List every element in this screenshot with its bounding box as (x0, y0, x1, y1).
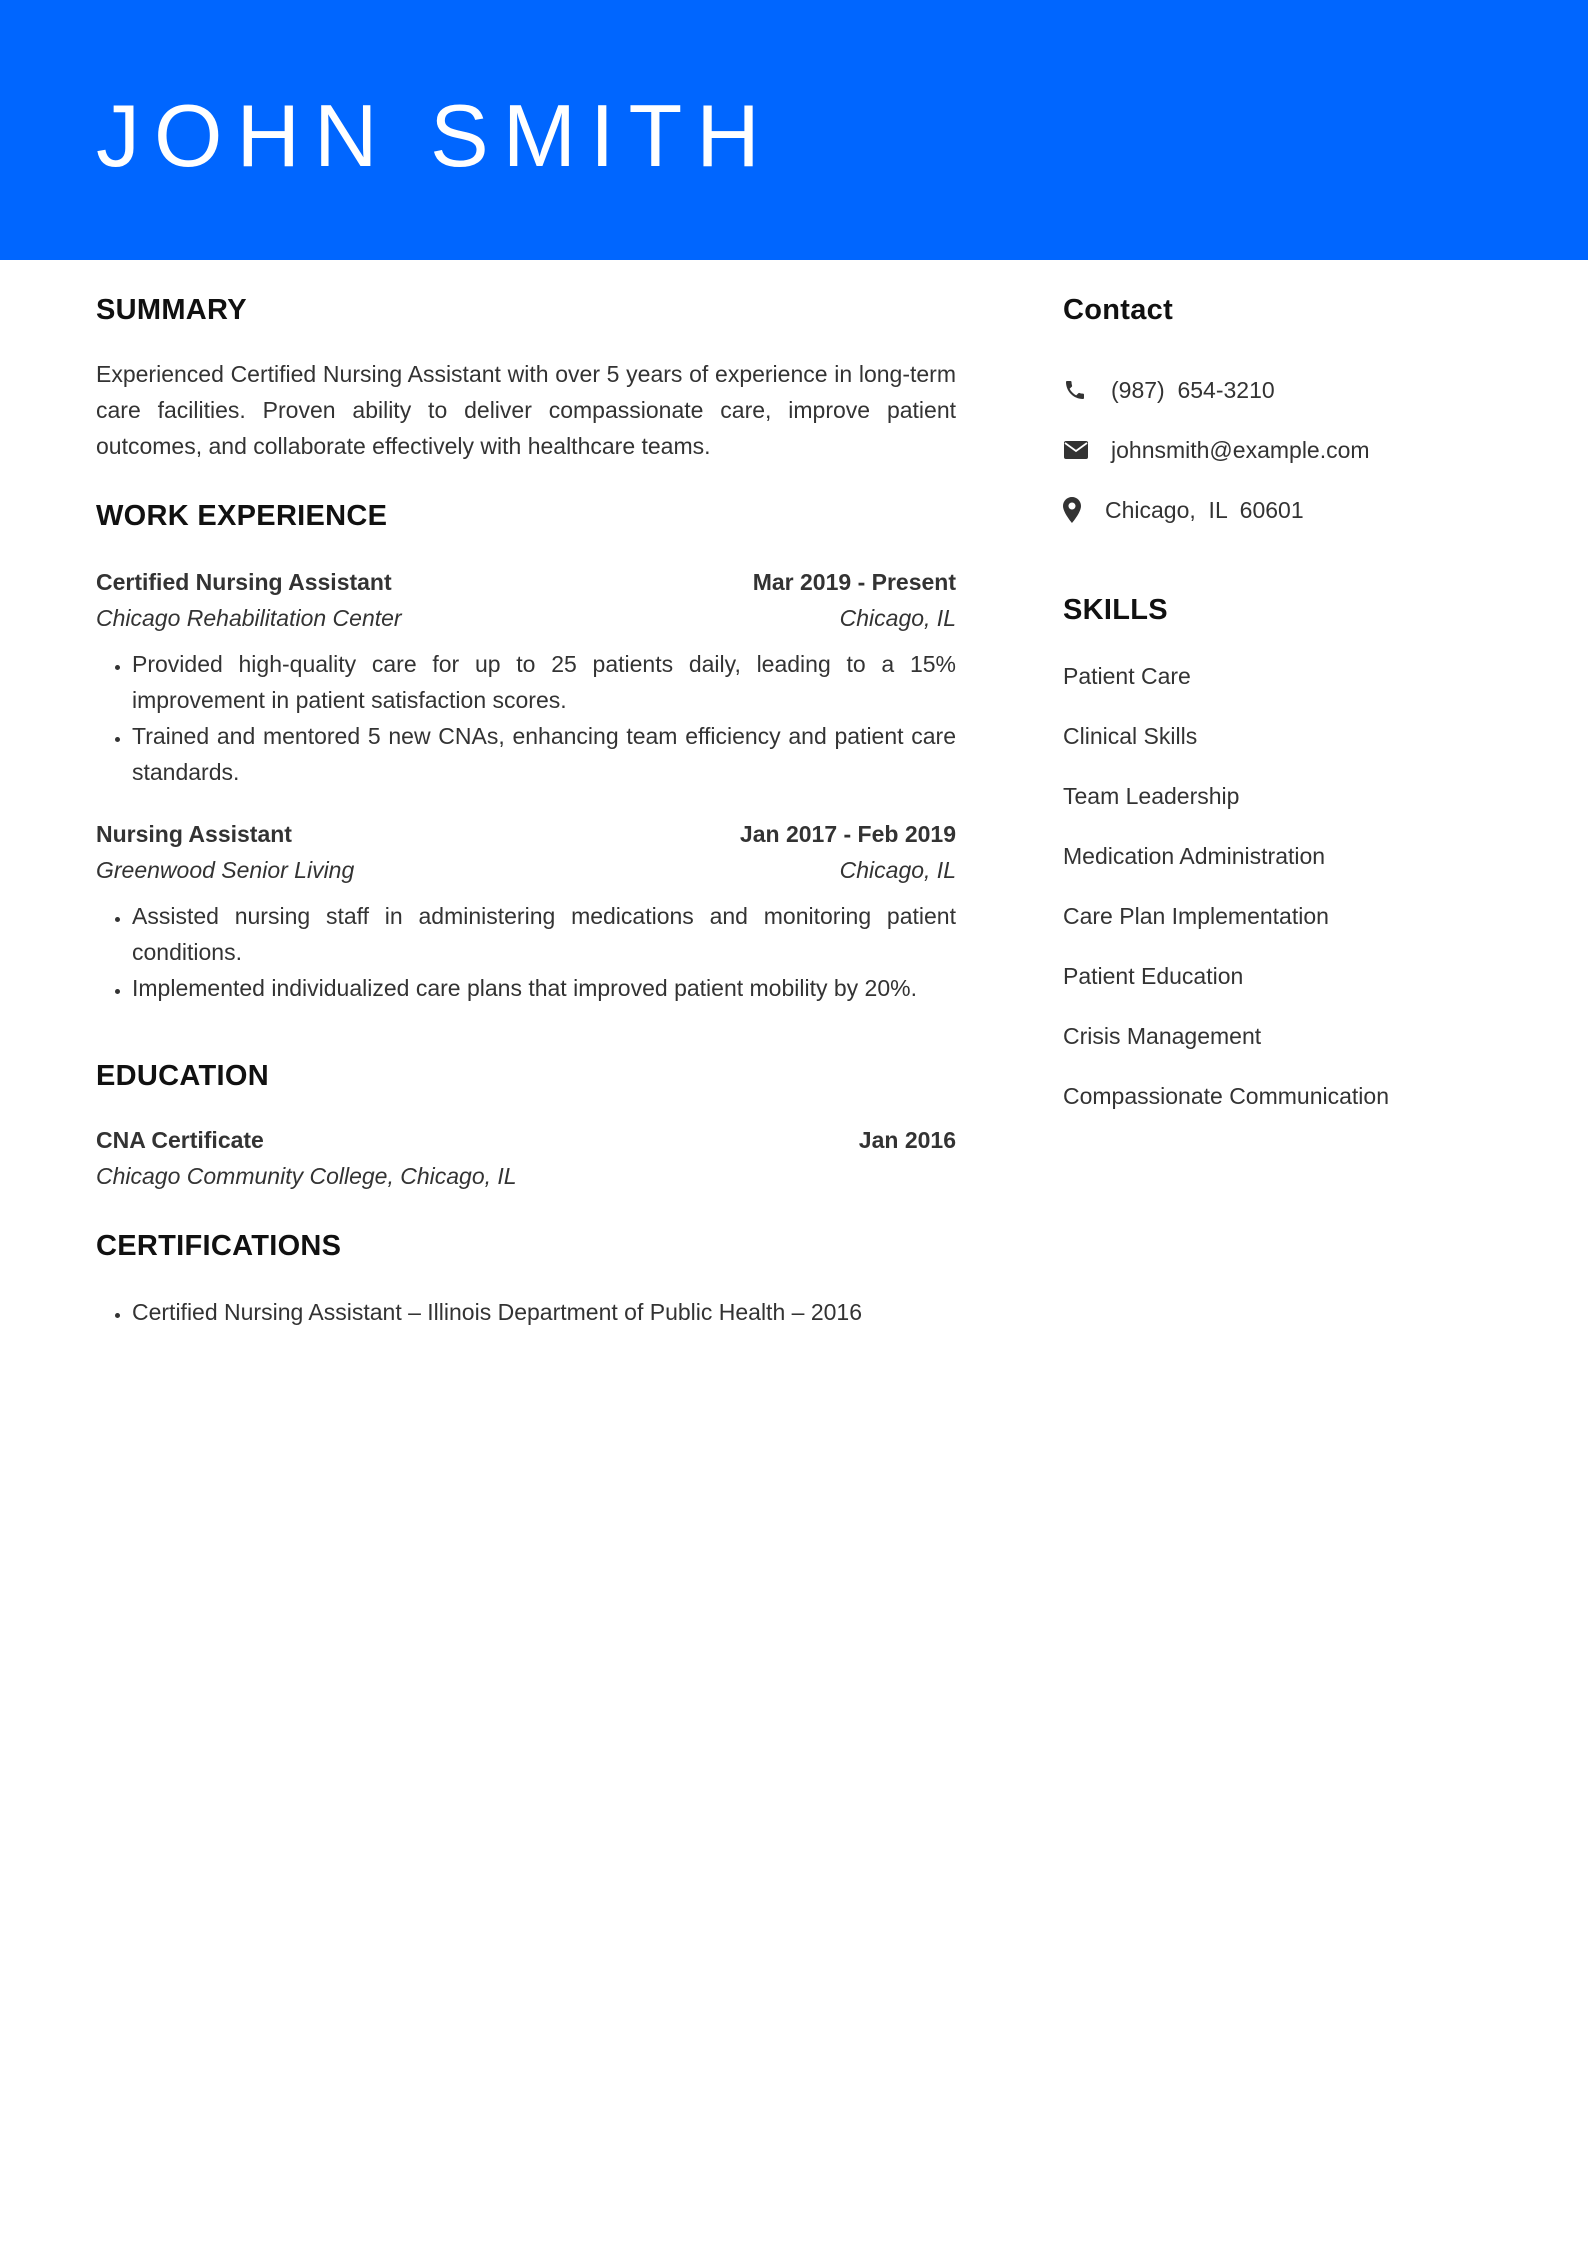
degree-name: CNA Certificate (96, 1127, 264, 1153)
skill-item: Compassionate Communication (1063, 1083, 1389, 1109)
job-dates: Jan 2017 - Feb 2019 (739, 821, 956, 847)
skill-item: Clinical Skills (1063, 723, 1198, 749)
phone-number[interactable]: (987) 654-3210 (1111, 377, 1275, 403)
degree-date: Jan 2016 (858, 1127, 956, 1153)
job-entry (96, 564, 956, 790)
certifications-heading: CERTIFICATIONS (96, 1230, 342, 1262)
job-bullet: • Trained and mentored 5 new CNAs, enhancing team efficiency and patient care standards. (132, 718, 956, 790)
job-title: Nursing Assistant (96, 821, 292, 847)
certification-list (96, 1294, 956, 1330)
contact-heading: Contact (1063, 294, 1174, 326)
skill-item: Team Leadership (1063, 783, 1240, 809)
job-title-row (96, 564, 956, 600)
job-bullets (96, 646, 956, 790)
certification-item: • Certified Nursing Assistant – Illinois Department of Public Health – 2016 (132, 1294, 956, 1330)
summary-heading: SUMMARY (96, 294, 247, 326)
job-employer-row (96, 600, 956, 636)
job-location: Chicago, IL (839, 857, 956, 883)
summary-text: Experienced Certified Nursing Assistant with over 5 years of experience in long-term care facilities. Proven ability to deliver compassionate care, improve patient outcomes, and collaborate effectively with healthcare teams. (96, 361, 956, 459)
job-bullet: • Assisted nursing staff in administering medications and monitoring patient conditions. (132, 898, 956, 970)
email-address[interactable]: johnsmith@example.com (1111, 437, 1370, 463)
job-bullet: • Implemented individualized care plans that improved patient mobility by 20%. (132, 970, 956, 1006)
job-employer-row (96, 852, 956, 888)
job-employer: Chicago Rehabilitation Center (96, 605, 402, 631)
job-title: Certified Nursing Assistant (96, 569, 392, 595)
education-section (96, 1058, 956, 1194)
skills-heading: SKILLS (1063, 594, 1168, 626)
work-experience-section (96, 498, 956, 1006)
skill-item: Patient Care (1063, 663, 1191, 689)
job-bullet: • Provided high-quality care for up to 25 patients daily, leading to a 15% improvement in patient satisfaction scores. (132, 646, 956, 718)
job-entry (96, 816, 956, 1006)
map-pin-icon (1063, 497, 1105, 523)
skill-item: Care Plan Implementation (1063, 903, 1329, 929)
header-banner (0, 0, 1588, 260)
certifications-section (96, 1228, 956, 1330)
school-row (96, 1158, 956, 1194)
candidate-name: JOHN SMITH (96, 86, 774, 185)
school-name: Chicago Community College, Chicago, IL (96, 1163, 517, 1189)
job-employer: Greenwood Senior Living (96, 857, 355, 883)
skill-item: Medication Administration (1063, 843, 1326, 869)
job-dates: Mar 2019 - Present (752, 569, 956, 595)
skill-item: Patient Education (1063, 963, 1244, 989)
job-location: Chicago, IL (839, 605, 956, 631)
education-heading: EDUCATION (96, 1060, 269, 1092)
job-title-row (96, 816, 956, 852)
contact-location (1063, 492, 1304, 528)
envelope-icon (1063, 440, 1111, 460)
phone-icon (1063, 378, 1111, 402)
location-text: Chicago, IL 60601 (1105, 497, 1304, 523)
education-row (96, 1122, 956, 1158)
summary-section (96, 292, 956, 464)
skill-item: Crisis Management (1063, 1023, 1262, 1049)
job-bullets (96, 898, 956, 1006)
work-experience-heading: WORK EXPERIENCE (96, 500, 388, 532)
contact-email (1063, 432, 1370, 468)
contact-phone (1063, 372, 1275, 408)
